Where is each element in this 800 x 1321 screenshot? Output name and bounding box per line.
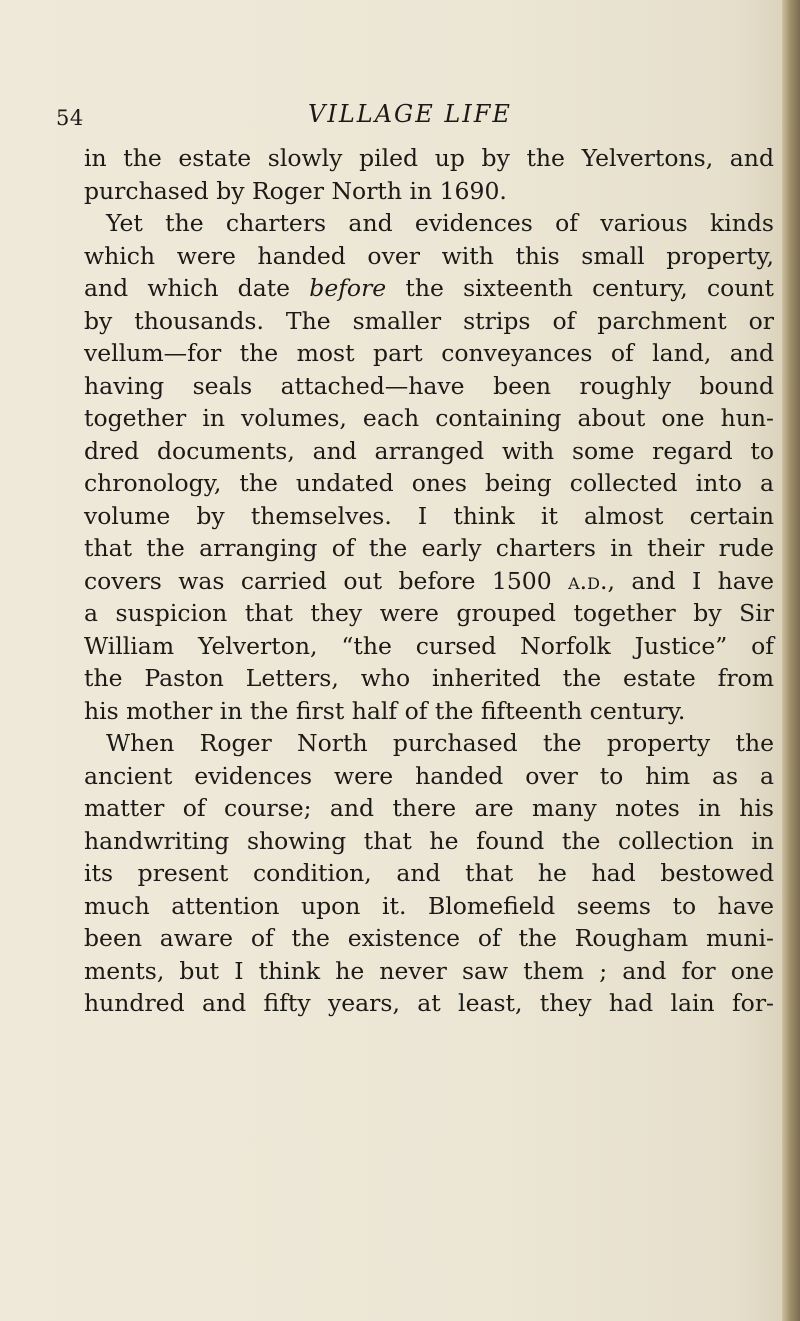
text-segment: covers was carried out before 1500 [84,566,569,595]
text-line: in the estate slowly piled up by the Yelvertons, and [84,144,774,172]
text-line: together in volumes, each containing about one hun- [84,404,774,432]
text-line: vellum—for the most part conveyances of land, and [84,339,774,367]
text-line: handwriting showing that he found the collection in [84,826,774,855]
running-title: VILLAGE LIFE [308,100,512,128]
page-gutter-edge [782,0,800,1321]
text-line: Yet the charters and evidences of various kinds [106,209,774,237]
text-line: volume by themselves. I think it almost certain [84,501,774,530]
text-line: the Paston Letters, who inherited the estate from [84,664,774,692]
text-segment: and which date [84,274,310,302]
text-line: chronology, the undated ones being collected into a [84,469,774,497]
text-line: When Roger North purchased the property the [106,729,774,757]
text-segment: , and I have [607,566,774,595]
text-line: by thousands. The smaller strips of parchment or [84,306,774,335]
text-line: matter of course; and there are many notes in his [84,794,774,822]
text-line: much attention upon it. Blomefield seems to have [84,891,774,920]
small-caps-abbreviation: a.d. [568,566,608,595]
running-head [0,100,800,134]
text-line: a suspicion that they were grouped together by Sir [84,599,774,627]
body-text [84,142,774,1020]
text-line: hundred and fifty years, at least, they had lain for- [84,989,774,1017]
text-line: William Yelverton, “the cursed Norfolk Justice” of [84,631,774,660]
text-line: its present condition, and that he had bestowed [84,859,774,887]
text-segment: the sixteenth century, count [386,274,774,302]
page-number: 54 [56,106,84,130]
text-line: having seals attached—have been roughly bound [84,371,774,400]
text-line: dred documents, and arranged with some regard to [84,436,774,465]
text-line: that the arranging of the early charters in their rude [84,534,774,562]
text-line: which were handed over with this small property, [84,241,774,270]
text-line [84,272,774,305]
text-line: purchased by Roger North in 1690. [84,176,507,205]
text-line: ancient evidences were handed over to him as a [84,761,774,790]
text-line: his mother in the first half of the fifteenth century. [84,696,686,725]
text-line [84,565,774,598]
text-line: ments, but I think he never saw them ; and for one [84,956,774,985]
italic-word: before [309,274,387,302]
text-line: been aware of the existence of the Rougham muni- [84,924,774,952]
